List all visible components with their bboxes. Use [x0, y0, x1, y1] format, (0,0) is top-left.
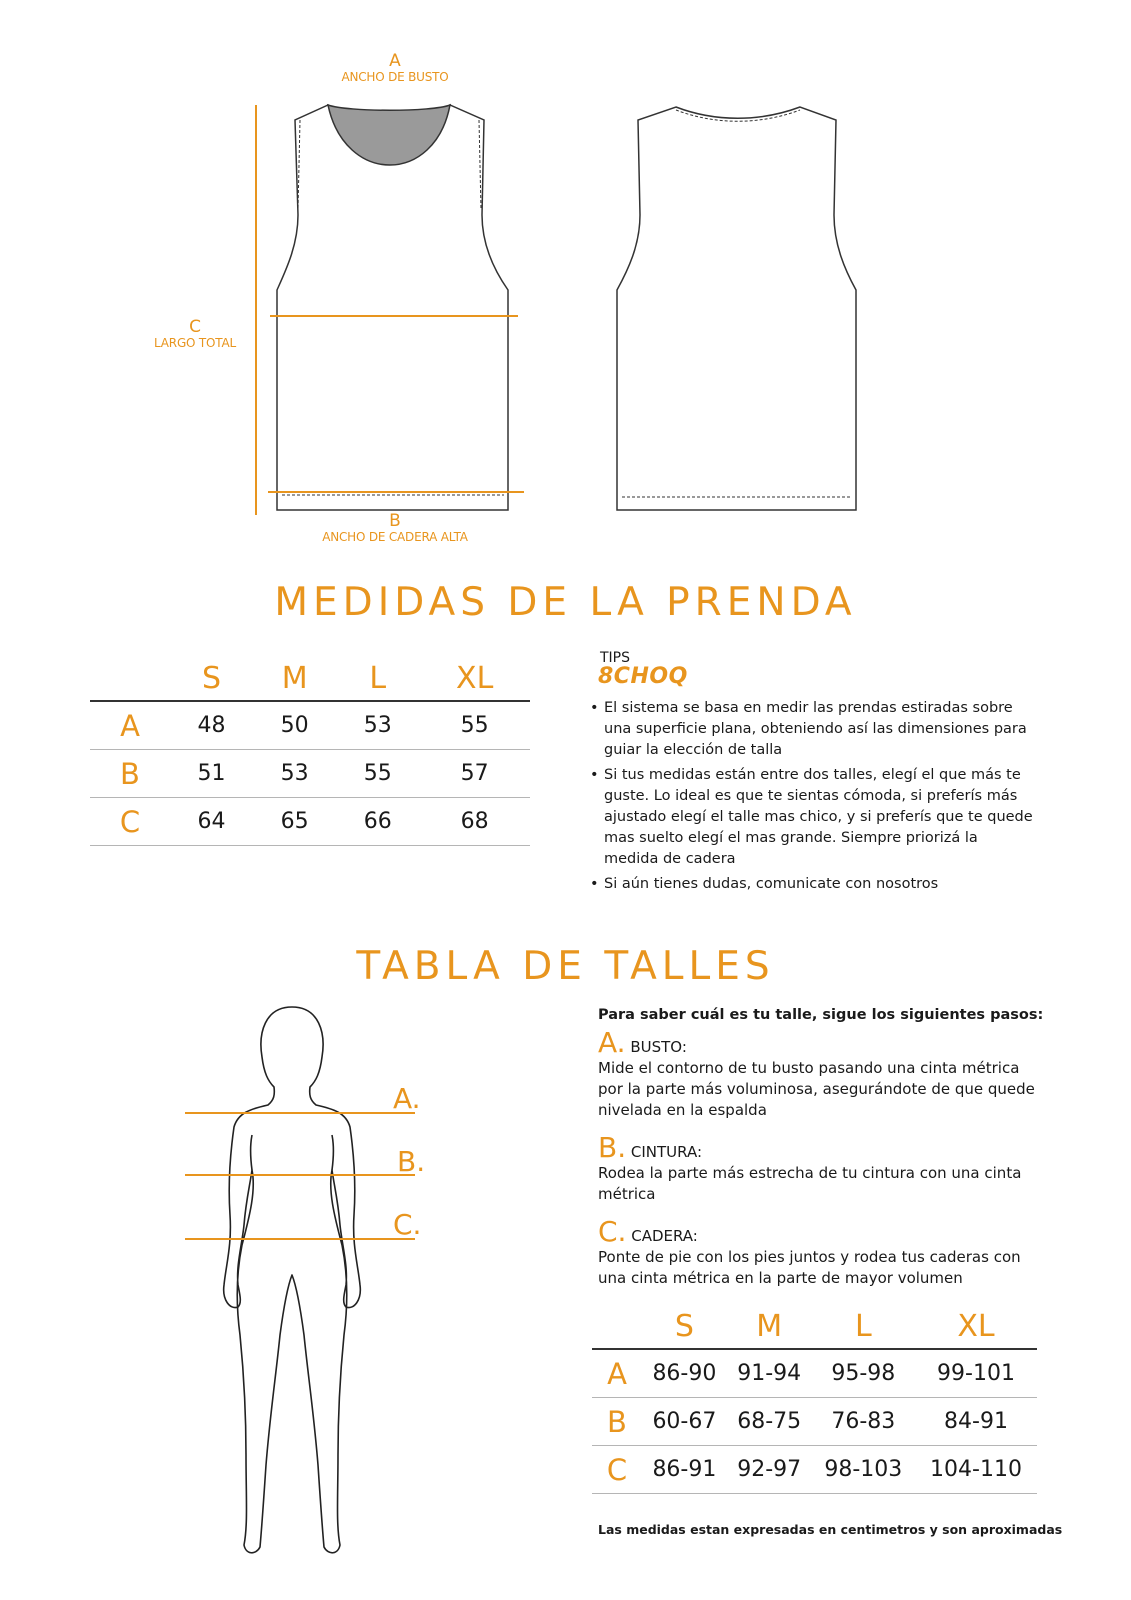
table-cell: 104-110: [915, 1446, 1037, 1494]
tip-item: • Si tus medidas están entre dos talles, elegí el que más te guste. Lo ideal es que te sientas cómoda, si preferís más ajustado elegí el talle mas chico, y si preferís que te quede mas suelto elegí el mas grande. Siempre priorizá la medida de cadera: [590, 765, 1035, 870]
garment-diagram: [0, 0, 1131, 560]
size-table-title: TABLA DE TALLES: [356, 944, 775, 989]
step-letter: A.: [598, 1026, 626, 1059]
step-letter: C.: [598, 1215, 627, 1248]
size-header: M: [253, 648, 336, 701]
table-cell: 86-90: [642, 1349, 727, 1398]
tank-back: [617, 107, 856, 510]
step-hip: [598, 1215, 1038, 1289]
table-cell: 60-67: [642, 1398, 727, 1446]
table-header-row: [90, 648, 530, 701]
step-bust: [598, 1026, 1038, 1121]
steps-intro: Para saber cuál es tu talle, sigue los siguientes pasos:: [598, 1007, 1044, 1023]
step-waist: [598, 1131, 1038, 1205]
figure-label-bust: A.: [393, 1082, 421, 1115]
table-cell: 98-103: [812, 1446, 915, 1494]
table-cell: 57: [419, 750, 530, 798]
step-text: Ponte de pie con los pies juntos y rodea tus caderas con una cinta métrica en la parte de mayor volumen: [598, 1248, 1021, 1287]
row-key: B: [90, 750, 170, 798]
table-row: [592, 1398, 1037, 1446]
row-key: C: [90, 798, 170, 846]
table-cell: 95-98: [812, 1349, 915, 1398]
label-hip-letter: B: [389, 511, 401, 531]
table-cell: 50: [253, 701, 336, 750]
size-header: XL: [915, 1296, 1037, 1349]
table-cell: 53: [253, 750, 336, 798]
garment-size-table: [90, 648, 530, 846]
table-cell: 48: [170, 701, 253, 750]
size-header: S: [642, 1296, 727, 1349]
table-cell: 53: [336, 701, 419, 750]
garment-measures-title: MEDIDAS DE LA PRENDA: [274, 580, 857, 625]
step-name: CINTURA:: [630, 1143, 703, 1161]
table-cell: 68: [419, 798, 530, 846]
table-header-row: [592, 1296, 1037, 1349]
tips-label: TIPS: [600, 650, 631, 666]
table-row: [90, 750, 530, 798]
footnote: Las medidas estan expresadas en centimetros y son aproximadas: [598, 1522, 1063, 1537]
step-name: CADERA:: [631, 1227, 698, 1245]
size-header: XL: [419, 648, 530, 701]
label-hip-text: ANCHO DE CADERA ALTA: [322, 530, 468, 544]
table-cell: 86-91: [642, 1446, 727, 1494]
figure-label-waist: B.: [397, 1145, 426, 1178]
table-cell: 55: [419, 701, 530, 750]
size-header: L: [812, 1296, 915, 1349]
table-row: [90, 798, 530, 846]
table-row: [592, 1349, 1037, 1398]
step-name: BUSTO:: [630, 1038, 687, 1056]
table-row: [592, 1446, 1037, 1494]
tips-list: [590, 698, 1035, 899]
label-bust-text: ANCHO DE BUSTO: [341, 70, 449, 84]
table-cell: 92-97: [727, 1446, 812, 1494]
tip-item: • El sistema se basa en medir las prendas estiradas sobre una superficie plana, obteniendo así las dimensiones para guiar la elección de talla: [590, 698, 1035, 761]
table-header-corner: [90, 648, 170, 701]
table-cell: 64: [170, 798, 253, 846]
label-length-letter: C: [189, 317, 201, 337]
figure-label-hip: C.: [393, 1208, 422, 1241]
step-letter: B.: [598, 1131, 627, 1164]
table-cell: 76-83: [812, 1398, 915, 1446]
table-header-corner: [592, 1296, 642, 1349]
table-cell: 66: [336, 798, 419, 846]
step-text: Mide el contorno de tu busto pasando una cinta métrica por la parte más voluminosa, asegurándote de que quede nivelada en la espalda: [598, 1059, 1035, 1119]
size-header: S: [170, 648, 253, 701]
body-figure: [180, 995, 430, 1565]
size-header: M: [727, 1296, 812, 1349]
table-cell: 55: [336, 750, 419, 798]
tip-item: • Si aún tienes dudas, comunicate con nosotros: [590, 874, 1035, 895]
size-header: L: [336, 648, 419, 701]
body-size-table: [592, 1296, 1037, 1494]
row-key: A: [592, 1349, 642, 1398]
figure-outline: [224, 1007, 361, 1553]
table-cell: 99-101: [915, 1349, 1037, 1398]
table-row: [90, 701, 530, 750]
step-text: Rodea la parte más estrecha de tu cintura con una cinta métrica: [598, 1164, 1022, 1203]
table-cell: 91-94: [727, 1349, 812, 1398]
table-cell: 68-75: [727, 1398, 812, 1446]
label-length-text: LARGO TOTAL: [154, 336, 236, 350]
brand-logo: 8CHOQ: [598, 664, 688, 689]
tank-front: [277, 105, 508, 510]
row-key: A: [90, 701, 170, 750]
row-key: B: [592, 1398, 642, 1446]
table-cell: 65: [253, 798, 336, 846]
table-cell: 51: [170, 750, 253, 798]
row-key: C: [592, 1446, 642, 1494]
table-cell: 84-91: [915, 1398, 1037, 1446]
label-bust-letter: A: [389, 51, 401, 71]
